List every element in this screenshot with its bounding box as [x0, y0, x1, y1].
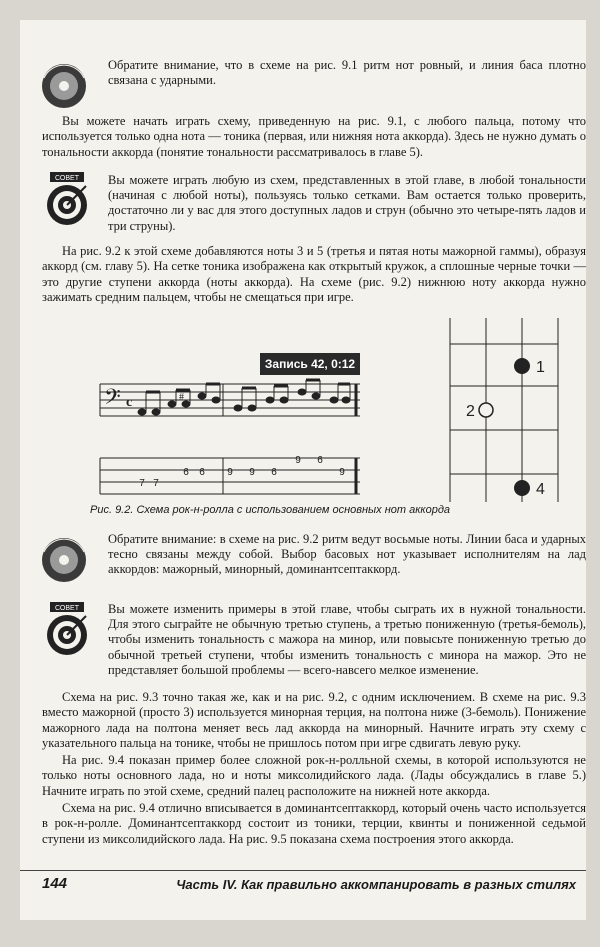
paragraph-1: Вы можете начать играть схему, приведенную на рис. 9.1, с любого пальца, потому что используется только одна нота — тоника (первая, или нижняя нота аккорда). Здесь не нужно думать о тональности аккорда (понятие тональности рассматривалось в главе 5). [42, 114, 586, 159]
tab-number: 7 [153, 478, 159, 489]
tip-label-text: СОВЕТ [55, 605, 79, 612]
page-number: 144 [42, 875, 68, 892]
note-cd-2: Обратите внимание: в схеме на рис. 9.2 ритм ведут восьмые ноты. Линии баса и ударных тесно связаны между собой. Выбор басовых нот указывает исполнителям на лад аккордов: мажорный, минорный, доминантсептаккорд. [108, 532, 586, 577]
tip-label-text: СОВЕТ [55, 175, 79, 182]
fretboard-grid [450, 318, 558, 502]
tab-number: 9 [227, 467, 233, 478]
tab-number: 6 [199, 467, 205, 478]
time-signature: c [126, 395, 133, 410]
chord-dot-filled [514, 480, 530, 496]
figure-caption: Рис. 9.2. Схема рок-н-ролла с использованием основных нот аккорда [90, 504, 451, 516]
tab-number: 9 [249, 467, 255, 478]
paragraph-3: Схема на рис. 9.3 точно такая же, как и на рис. 9.2, с одним исключением. В схеме на рис. 9.3 вместо мажорной (просто 3) используется минорная терция, на полтона ниже (3-бемоль). Понижение мажорного лада на полтона меняет весь лад аккорда на минорный. Начните играть эту схему с указательного пальца на тонике, чтобы не пришлось потом при игре сдвигать левую руку. [42, 690, 586, 750]
figure-9-2 [90, 318, 570, 502]
tab-number: 7 [139, 478, 145, 489]
paragraph-4: На рис. 9.4 показан пример более сложной рок-н-ролльной схемы, в которой используются не только ноты основного лада, но и ноты миксолидийского лада. (Лады обсуждались в главе 5.) Начните играть по этой схеме, средний палец расположите на нижней ноте аккорда. [42, 753, 586, 798]
music-staff [100, 380, 360, 416]
book-page [20, 20, 586, 920]
track-label: Запись 42, 0:12 [260, 353, 360, 375]
footer-divider [20, 870, 586, 871]
note-cd-1: Обратите внимание, что в схеме на рис. 9.1 ритм нот ровный, и линия баса плотно связана с ударными. [108, 58, 586, 88]
tab-number: 6 [183, 467, 189, 478]
paragraph-5: Схема на рис. 9.4 отлично вписывается в доминантсептаккорд, который очень часто используется в рок-н-ролле. Доминантсептаккорд состоит из тоники, терции, квинты и пониженной седьмой ступени из миксолидийского лада. На рис. 9.5 показана схема построения этого аккорда. [42, 801, 586, 846]
cd-icon [38, 58, 90, 110]
cd-icon [38, 532, 90, 584]
target-icon [44, 602, 90, 658]
tab-number: 9 [339, 467, 345, 478]
target-icon [44, 172, 90, 228]
chord-dot-filled [514, 358, 530, 374]
root-dot-open [479, 403, 493, 417]
svg-text:#: # [179, 392, 184, 403]
tip-1: Вы можете играть любую из схем, представленных в этой главе, в любой тональности (начиная с любой ноты), пользуясь только сетками. Вам остается только проверить, достаточно ли у вас для этого доступных ладов и струн (обычно это четыре-пять ладов и три струны). [108, 173, 586, 233]
bass-clef-icon: 𝄢 [104, 385, 121, 414]
tab-number: 6 [317, 455, 323, 466]
tab-number: 9 [295, 455, 301, 466]
finger-number: 4 [536, 481, 545, 498]
tab-number: 6 [271, 467, 277, 478]
paragraph-2: На рис. 9.2 к этой схеме добавляются ноты 3 и 5 (третья и пятая ноты мажорной гаммы), образуя аккорд (см. главу 5). На сетке тоника изображена как открытый кружок, а сплошные черные точки — это другие ступени аккорда (ноты аккорда). На схеме (рис. 9.2) нижнюю ноту аккорда нужно зажимать средним пальцем, чтобы не смещаться при игре. [42, 244, 586, 304]
finger-number: 2 [466, 403, 475, 420]
tip-2: Вы можете изменить примеры в этой главе, чтобы сыграть их в нужной тональности. Для этого сыграйте не обычную третью ступень, а третью пониженную (третья-бемоль), чтобы изменить тональность с мажора на минор, или повысьте пониженную третью до обычной третьей ступени, чтобы изменить тональность с минора на мажор. Это не представляет большой проблемы — всего-навсего мелкое изменение. [108, 602, 586, 677]
finger-number: 1 [536, 359, 545, 376]
tab-staff [100, 455, 360, 494]
running-footer: Часть IV. Как правильно аккомпанировать в разных стилях [176, 877, 576, 892]
